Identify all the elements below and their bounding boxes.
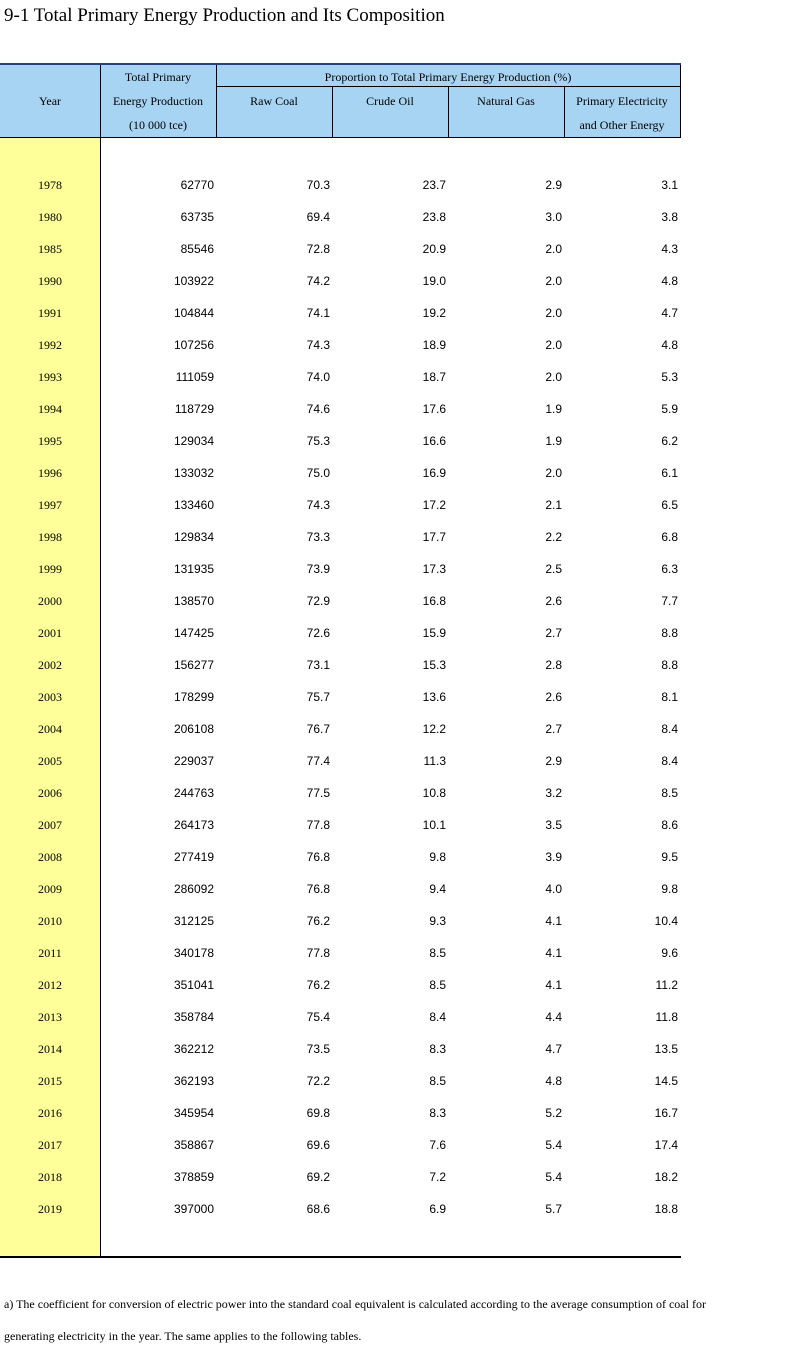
cell-primary-electricity: 5.3 <box>661 370 678 384</box>
header-total-line2: Energy Production <box>112 94 204 108</box>
cell-year: 2006 <box>38 786 62 800</box>
table-row <box>0 265 681 297</box>
cell-crude-oil: 8.3 <box>429 1106 446 1120</box>
cell-primary-electricity: 8.8 <box>661 658 678 672</box>
cell-primary-electricity: 13.5 <box>654 1042 678 1056</box>
cell-crude-oil: 8.3 <box>429 1042 446 1056</box>
cell-raw-coal: 76.8 <box>306 850 330 864</box>
cell-year: 1991 <box>38 306 62 320</box>
table-row <box>0 297 681 329</box>
cell-raw-coal: 73.5 <box>306 1042 330 1056</box>
cell-total-production: 277419 <box>173 850 214 864</box>
cell-raw-coal: 75.3 <box>306 434 330 448</box>
cell-year: 1995 <box>38 434 62 448</box>
footnote-line2: generating electricity in the year. The same applies to the following tables. <box>4 1329 362 1343</box>
cell-year: 1996 <box>38 466 62 480</box>
cell-primary-electricity: 4.3 <box>661 242 678 256</box>
cell-crude-oil: 12.2 <box>422 722 446 736</box>
cell-natural-gas: 1.9 <box>545 402 562 416</box>
table-row <box>0 681 681 713</box>
cell-raw-coal: 72.9 <box>306 594 330 608</box>
cell-year: 1999 <box>38 562 62 576</box>
cell-total-production: 104844 <box>173 306 214 320</box>
cell-crude-oil: 8.5 <box>429 1074 446 1088</box>
cell-primary-electricity: 18.2 <box>654 1170 678 1184</box>
cell-primary-electricity: 8.5 <box>661 786 678 800</box>
cell-raw-coal: 77.5 <box>306 786 330 800</box>
cell-year: 2010 <box>38 914 62 928</box>
table-row <box>0 1193 681 1225</box>
header-raw-coal: Raw Coal <box>250 94 298 108</box>
table-row <box>0 905 681 937</box>
cell-crude-oil: 17.7 <box>422 530 446 544</box>
cell-raw-coal: 73.1 <box>306 658 330 672</box>
cell-natural-gas: 3.2 <box>545 786 562 800</box>
cell-raw-coal: 75.4 <box>306 1010 330 1024</box>
table-row <box>0 1097 681 1129</box>
cell-year: 1993 <box>38 370 62 384</box>
table-body <box>0 169 681 1225</box>
cell-primary-electricity: 9.5 <box>661 850 678 864</box>
cell-year: 2017 <box>38 1138 62 1152</box>
cell-primary-electricity: 5.9 <box>661 402 678 416</box>
cell-crude-oil: 13.6 <box>422 690 446 704</box>
cell-natural-gas: 4.7 <box>545 1042 562 1056</box>
table-row <box>0 777 681 809</box>
cell-raw-coal: 69.8 <box>306 1106 330 1120</box>
cell-natural-gas: 2.0 <box>545 370 562 384</box>
cell-natural-gas: 2.6 <box>545 690 562 704</box>
cell-year: 2013 <box>38 1010 62 1024</box>
cell-year: 2019 <box>38 1202 62 1216</box>
table-row <box>0 649 681 681</box>
cell-raw-coal: 69.6 <box>306 1138 330 1152</box>
cell-raw-coal: 70.3 <box>306 178 330 192</box>
table-row <box>0 201 681 233</box>
cell-total-production: 362193 <box>173 1074 214 1088</box>
table-row <box>0 553 681 585</box>
cell-natural-gas: 4.0 <box>545 882 562 896</box>
cell-crude-oil: 6.9 <box>429 1202 446 1216</box>
table-row <box>0 873 681 905</box>
table-row <box>0 1129 681 1161</box>
cell-raw-coal: 75.0 <box>306 466 330 480</box>
cell-year: 1994 <box>38 402 62 416</box>
cell-raw-coal: 72.8 <box>306 242 330 256</box>
cell-raw-coal: 76.8 <box>306 882 330 896</box>
cell-primary-electricity: 6.3 <box>661 562 678 576</box>
header-crude-oil: Crude Oil <box>366 94 414 108</box>
cell-crude-oil: 17.2 <box>422 498 446 512</box>
cell-year: 1997 <box>38 498 62 512</box>
cell-natural-gas: 2.7 <box>545 722 562 736</box>
cell-crude-oil: 11.3 <box>423 754 446 768</box>
cell-primary-electricity: 8.1 <box>661 690 678 704</box>
cell-year: 2016 <box>38 1106 62 1120</box>
header-year: Year <box>38 94 62 108</box>
cell-raw-coal: 72.6 <box>306 626 330 640</box>
cell-raw-coal: 75.7 <box>306 690 330 704</box>
cell-raw-coal: 74.6 <box>306 402 330 416</box>
cell-year: 1985 <box>38 242 62 256</box>
cell-natural-gas: 4.8 <box>545 1074 562 1088</box>
cell-raw-coal: 69.4 <box>306 210 330 224</box>
cell-primary-electricity: 6.5 <box>661 498 678 512</box>
cell-year: 2000 <box>38 594 62 608</box>
cell-year: 2011 <box>38 946 62 960</box>
cell-raw-coal: 76.2 <box>306 914 330 928</box>
cell-natural-gas: 2.0 <box>545 274 562 288</box>
header-total-line3: (10 000 tce) <box>129 118 187 132</box>
cell-crude-oil: 23.8 <box>422 210 446 224</box>
table-row <box>0 361 681 393</box>
cell-crude-oil: 19.2 <box>422 306 446 320</box>
cell-primary-electricity: 6.8 <box>661 530 678 544</box>
table-row <box>0 1001 681 1033</box>
cell-crude-oil: 18.9 <box>422 338 446 352</box>
table-row <box>0 713 681 745</box>
cell-primary-electricity: 11.8 <box>655 1010 678 1024</box>
cell-total-production: 129834 <box>173 530 214 544</box>
cell-year: 2003 <box>38 690 62 704</box>
cell-year: 2014 <box>38 1042 62 1056</box>
table-row <box>0 169 681 201</box>
cell-year: 2007 <box>38 818 62 832</box>
table-row <box>0 937 681 969</box>
cell-crude-oil: 17.6 <box>422 402 446 416</box>
table-row <box>0 1033 681 1065</box>
cell-raw-coal: 73.3 <box>306 530 330 544</box>
cell-primary-electricity: 4.8 <box>661 274 678 288</box>
cell-natural-gas: 3.9 <box>545 850 562 864</box>
cell-year: 1980 <box>38 210 62 224</box>
cell-raw-coal: 77.4 <box>306 754 330 768</box>
cell-year: 2009 <box>38 882 62 896</box>
cell-primary-electricity: 9.6 <box>661 946 678 960</box>
cell-crude-oil: 19.0 <box>422 274 446 288</box>
cell-year: 2008 <box>38 850 62 864</box>
cell-year: 1990 <box>38 274 62 288</box>
cell-natural-gas: 4.1 <box>545 914 562 928</box>
cell-natural-gas: 2.5 <box>545 562 562 576</box>
cell-primary-electricity: 3.1 <box>661 178 678 192</box>
cell-primary-electricity: 6.1 <box>661 466 678 480</box>
cell-total-production: 156277 <box>173 658 214 672</box>
cell-natural-gas: 3.0 <box>545 210 562 224</box>
cell-year: 2001 <box>38 626 62 640</box>
cell-primary-electricity: 8.4 <box>661 722 678 736</box>
cell-natural-gas: 3.5 <box>545 818 562 832</box>
cell-total-production: 345954 <box>173 1106 214 1120</box>
cell-natural-gas: 4.1 <box>545 978 562 992</box>
cell-total-production: 378859 <box>173 1170 214 1184</box>
header-total-line1: Total Primary <box>124 70 192 84</box>
page-title: 9-1 Total Primary Energy Production and Its Composition <box>4 5 445 26</box>
table-row <box>0 393 681 425</box>
cell-raw-coal: 72.2 <box>306 1074 330 1088</box>
cell-raw-coal: 74.0 <box>306 370 330 384</box>
cell-natural-gas: 4.1 <box>545 946 562 960</box>
table-row <box>0 1161 681 1193</box>
cell-raw-coal: 69.2 <box>306 1170 330 1184</box>
cell-natural-gas: 5.4 <box>545 1138 562 1152</box>
cell-primary-electricity: 17.4 <box>654 1138 678 1152</box>
cell-year: 2018 <box>38 1170 62 1184</box>
cell-total-production: 62770 <box>180 178 214 192</box>
cell-natural-gas: 1.9 <box>545 434 562 448</box>
cell-primary-electricity: 8.4 <box>661 754 678 768</box>
cell-total-production: 229037 <box>173 754 214 768</box>
cell-crude-oil: 16.9 <box>422 466 446 480</box>
cell-total-production: 133032 <box>173 466 214 480</box>
cell-primary-electricity: 11.2 <box>655 978 678 992</box>
cell-primary-electricity: 16.7 <box>654 1106 678 1120</box>
cell-raw-coal: 73.9 <box>306 562 330 576</box>
cell-total-production: 63735 <box>180 210 214 224</box>
cell-natural-gas: 2.8 <box>545 658 562 672</box>
cell-raw-coal: 74.1 <box>306 306 330 320</box>
cell-natural-gas: 2.0 <box>545 466 562 480</box>
table-row <box>0 329 681 361</box>
cell-total-production: 129034 <box>173 434 214 448</box>
cell-crude-oil: 20.9 <box>422 242 446 256</box>
cell-crude-oil: 17.3 <box>422 562 446 576</box>
table-row <box>0 585 681 617</box>
cell-total-production: 358867 <box>173 1138 214 1152</box>
cell-primary-electricity: 7.7 <box>661 594 678 608</box>
cell-raw-coal: 76.7 <box>306 722 330 736</box>
cell-year: 1992 <box>38 338 62 352</box>
table-row <box>0 1065 681 1097</box>
cell-natural-gas: 2.0 <box>545 306 562 320</box>
cell-natural-gas: 5.4 <box>545 1170 562 1184</box>
cell-natural-gas: 2.0 <box>545 242 562 256</box>
cell-crude-oil: 15.3 <box>422 658 446 672</box>
cell-year: 1998 <box>38 530 62 544</box>
cell-natural-gas: 2.1 <box>545 498 562 512</box>
table-row <box>0 521 681 553</box>
table-row <box>0 617 681 649</box>
cell-total-production: 107256 <box>173 338 214 352</box>
cell-natural-gas: 2.7 <box>545 626 562 640</box>
cell-raw-coal: 68.6 <box>306 1202 330 1216</box>
cell-total-production: 133460 <box>173 498 214 512</box>
header-natural-gas: Natural Gas <box>477 94 535 108</box>
cell-total-production: 131935 <box>173 562 214 576</box>
cell-raw-coal: 74.2 <box>306 274 330 288</box>
cell-crude-oil: 16.6 <box>422 434 446 448</box>
cell-primary-electricity: 14.5 <box>654 1074 678 1088</box>
cell-primary-electricity: 3.8 <box>661 210 678 224</box>
table-header <box>0 63 681 137</box>
cell-natural-gas: 2.6 <box>545 594 562 608</box>
table-row <box>0 809 681 841</box>
cell-crude-oil: 15.9 <box>422 626 446 640</box>
cell-crude-oil: 9.4 <box>429 882 446 896</box>
cell-natural-gas: 2.0 <box>545 338 562 352</box>
cell-total-production: 118729 <box>174 402 214 416</box>
cell-year: 2005 <box>38 754 62 768</box>
cell-total-production: 147425 <box>173 626 214 640</box>
cell-total-production: 244763 <box>173 786 214 800</box>
cell-crude-oil: 9.3 <box>429 914 446 928</box>
cell-primary-electricity: 4.7 <box>661 306 678 320</box>
cell-year: 2002 <box>38 658 62 672</box>
cell-year: 2012 <box>38 978 62 992</box>
cell-total-production: 85546 <box>180 242 214 256</box>
cell-total-production: 340178 <box>173 946 214 960</box>
cell-total-production: 362212 <box>173 1042 214 1056</box>
cell-primary-electricity: 8.6 <box>661 818 678 832</box>
header-elec-line2: and Other Energy <box>579 118 665 132</box>
cell-raw-coal: 76.2 <box>306 978 330 992</box>
cell-crude-oil: 8.5 <box>429 946 446 960</box>
cell-crude-oil: 18.7 <box>422 370 446 384</box>
cell-total-production: 264173 <box>173 818 214 832</box>
cell-year: 1978 <box>38 178 62 192</box>
cell-crude-oil: 8.5 <box>429 978 446 992</box>
cell-natural-gas: 2.9 <box>545 754 562 768</box>
cell-total-production: 351041 <box>173 978 214 992</box>
cell-natural-gas: 4.4 <box>545 1010 562 1024</box>
cell-primary-electricity: 6.2 <box>661 434 678 448</box>
table-row <box>0 233 681 265</box>
cell-raw-coal: 74.3 <box>306 338 330 352</box>
header-elec-line1: Primary Electricity <box>576 94 668 108</box>
cell-year: 2004 <box>38 722 62 736</box>
cell-total-production: 138570 <box>173 594 214 608</box>
table-row <box>0 425 681 457</box>
table-row <box>0 841 681 873</box>
cell-total-production: 312125 <box>173 914 214 928</box>
cell-primary-electricity: 10.4 <box>654 914 678 928</box>
cell-crude-oil: 9.8 <box>429 850 446 864</box>
cell-raw-coal: 77.8 <box>306 946 330 960</box>
cell-crude-oil: 7.2 <box>429 1170 446 1184</box>
cell-total-production: 206108 <box>173 722 214 736</box>
cell-natural-gas: 5.2 <box>545 1106 562 1120</box>
cell-crude-oil: 16.8 <box>422 594 446 608</box>
table-row <box>0 457 681 489</box>
cell-crude-oil: 8.4 <box>429 1010 446 1024</box>
cell-crude-oil: 10.1 <box>422 818 446 832</box>
cell-crude-oil: 7.6 <box>429 1138 446 1152</box>
cell-total-production: 111059 <box>175 370 214 384</box>
cell-primary-electricity: 4.8 <box>661 338 678 352</box>
cell-raw-coal: 74.3 <box>306 498 330 512</box>
cell-primary-electricity: 18.8 <box>654 1202 678 1216</box>
energy-production-table <box>0 63 681 1257</box>
table-row <box>0 745 681 777</box>
cell-raw-coal: 77.8 <box>306 818 330 832</box>
cell-total-production: 286092 <box>173 882 214 896</box>
cell-natural-gas: 2.2 <box>545 530 562 544</box>
cell-crude-oil: 10.8 <box>422 786 446 800</box>
cell-total-production: 397000 <box>173 1202 214 1216</box>
footnote-line1: a) The coefficient for conversion of electric power into the standard coal equivalent is calculated according to the average consumption of coal for <box>4 1297 706 1311</box>
table-row <box>0 489 681 521</box>
table-row <box>0 969 681 1001</box>
cell-crude-oil: 23.7 <box>422 178 446 192</box>
cell-total-production: 178299 <box>173 690 214 704</box>
cell-natural-gas: 5.7 <box>545 1202 562 1216</box>
cell-natural-gas: 2.9 <box>545 178 562 192</box>
cell-year: 2015 <box>38 1074 62 1088</box>
cell-total-production: 103922 <box>173 274 214 288</box>
header-proportion: Proportion to Total Primary Energy Production (%) <box>324 70 572 84</box>
cell-primary-electricity: 8.8 <box>661 626 678 640</box>
cell-primary-electricity: 9.8 <box>661 882 678 896</box>
cell-total-production: 358784 <box>173 1010 214 1024</box>
